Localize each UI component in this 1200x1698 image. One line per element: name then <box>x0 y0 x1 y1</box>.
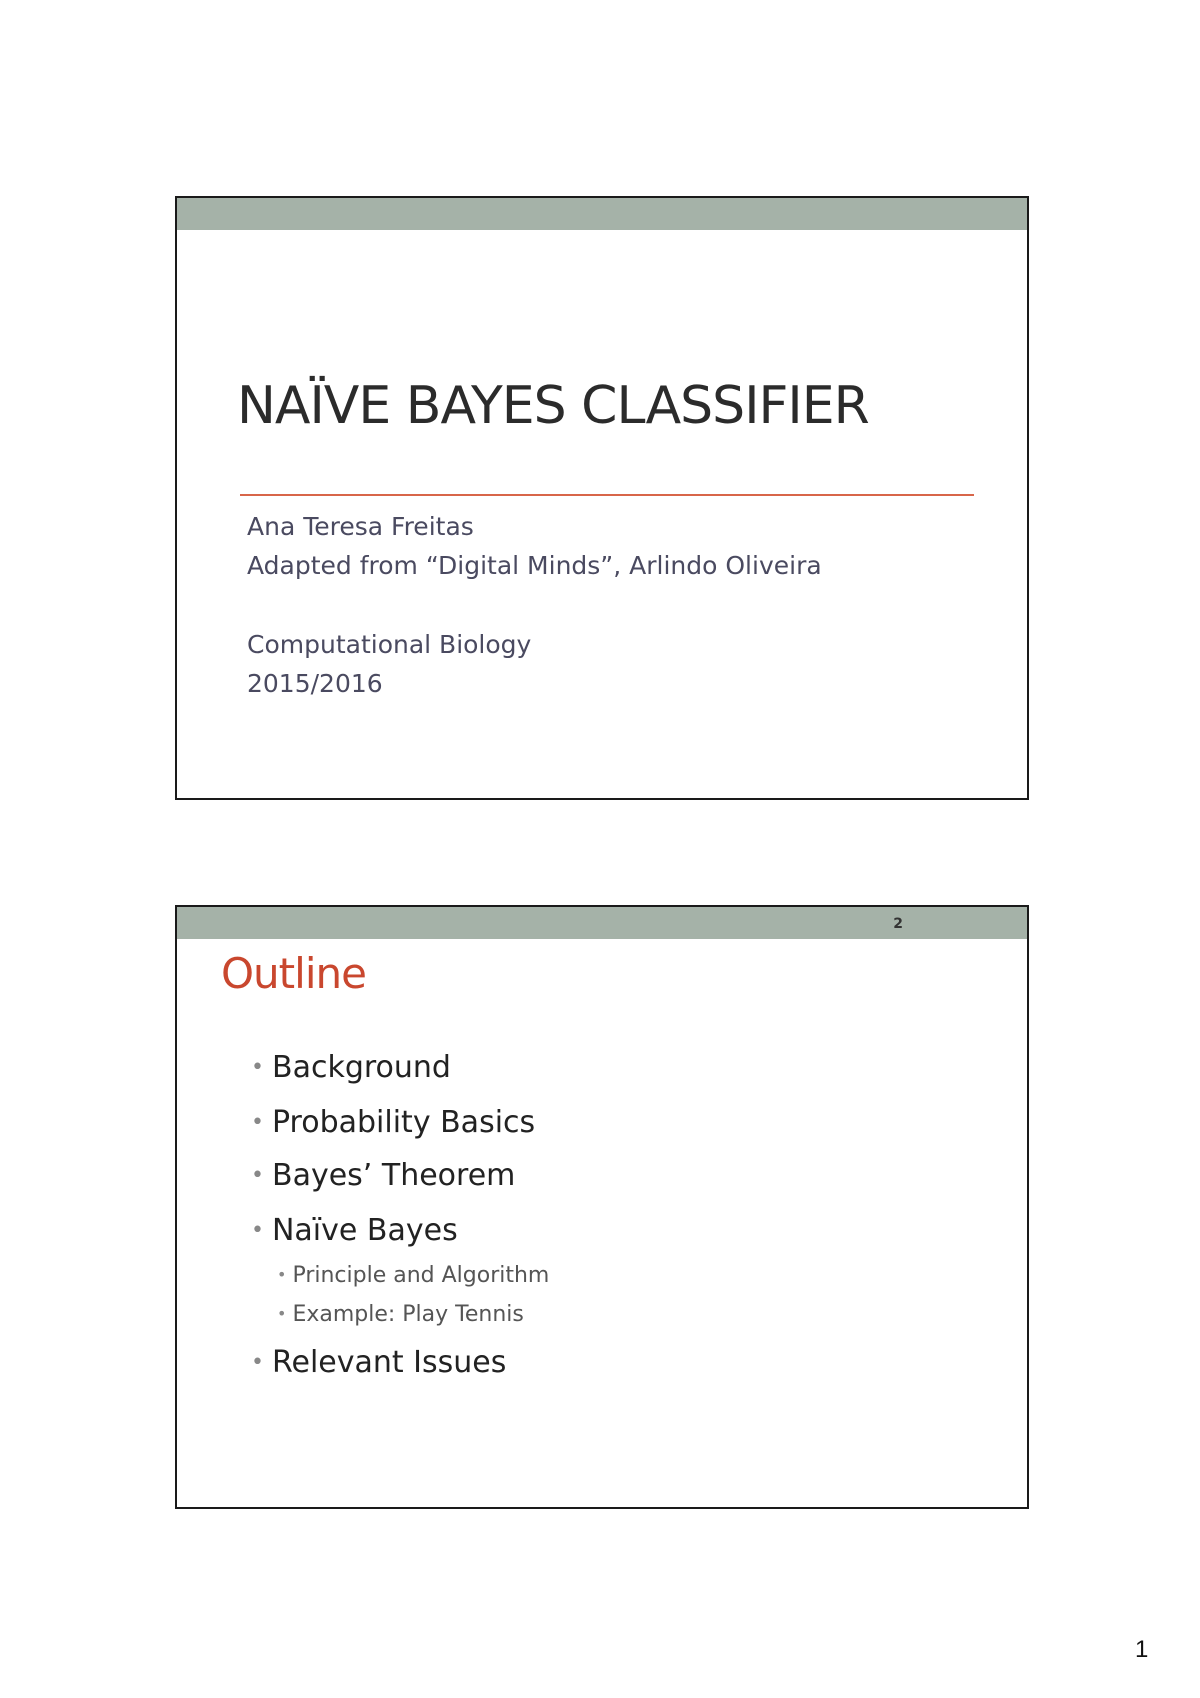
title-divider <box>240 494 974 496</box>
sub-bullet-text: Principle and Algorithm <box>292 1263 550 1288</box>
bullet-item <box>251 1213 458 1248</box>
course-name: Computational Biology <box>247 630 532 659</box>
author-name: Ana Teresa Freitas <box>247 512 474 541</box>
bullet-text: Naïve Bayes <box>271 1213 458 1248</box>
slide-outline <box>175 905 1029 1509</box>
bullet-marker: • <box>251 1110 264 1135</box>
outline-title: Outline <box>221 949 366 998</box>
bullet-item <box>251 1345 506 1380</box>
slide-header-bar <box>177 198 1027 230</box>
source-attribution: Adapted from “Digital Minds”, Arlindo Oliveira <box>247 551 822 580</box>
slide-title-text: NAÏVE BAYES CLASSIFIER <box>237 376 869 436</box>
academic-year: 2015/2016 <box>247 669 383 698</box>
slide-number: 2 <box>893 916 903 932</box>
sub-bullet-item <box>277 1302 524 1327</box>
bullet-item <box>251 1050 451 1085</box>
sub-bullet-item <box>277 1263 549 1288</box>
bullet-text: Bayes’ Theorem <box>271 1158 516 1193</box>
bullet-text: Relevant Issues <box>271 1345 507 1380</box>
page-number: 1 <box>1135 1636 1149 1663</box>
bullet-marker: • <box>251 1163 264 1188</box>
bullet-marker: • <box>251 1218 264 1243</box>
sub-bullet-text: Example: Play Tennis <box>292 1302 524 1327</box>
bullet-text: Background <box>271 1050 451 1085</box>
bullet-marker: • <box>277 1304 287 1323</box>
bullet-marker: • <box>251 1055 264 1080</box>
bullet-marker: • <box>251 1350 264 1375</box>
bullet-text: Probability Basics <box>271 1105 536 1140</box>
bullet-item <box>251 1105 535 1140</box>
bullet-marker: • <box>277 1265 287 1284</box>
bullet-item <box>251 1158 515 1193</box>
slide-header-bar <box>177 907 1027 939</box>
slide-title <box>175 196 1029 800</box>
